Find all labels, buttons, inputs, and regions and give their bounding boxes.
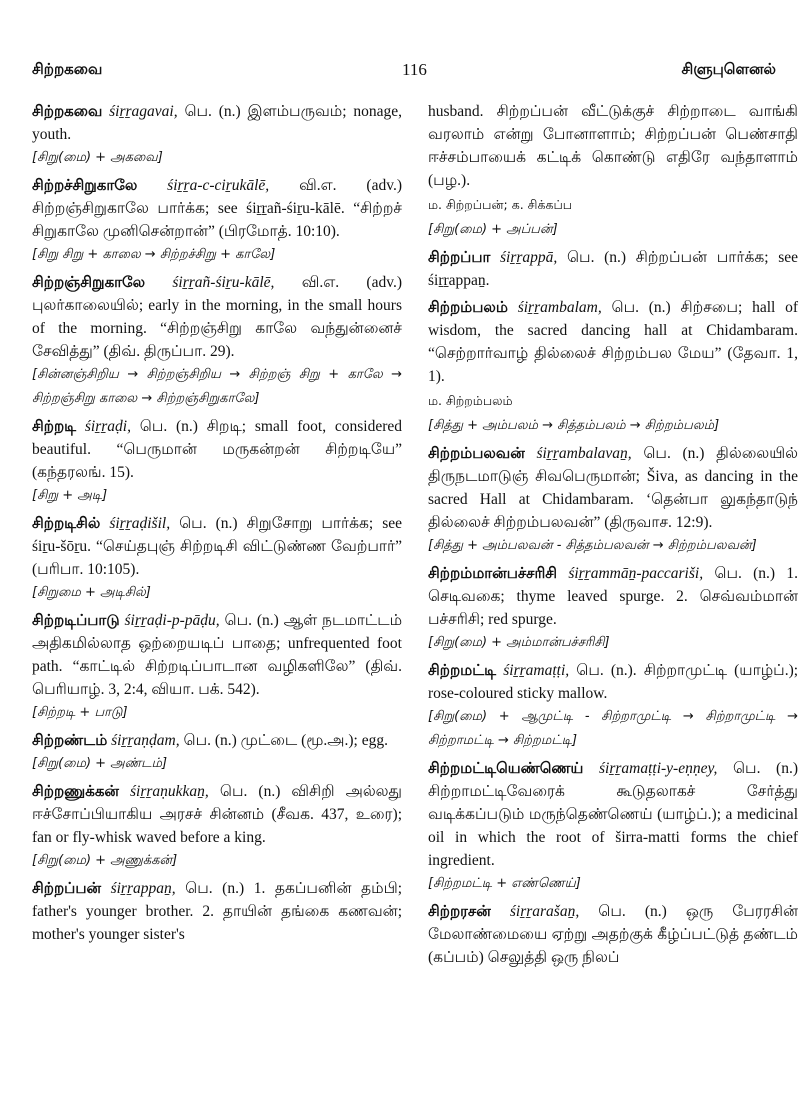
definition: தில்லையில் திருநடமாடுஞ் சிவபெருமான்; Šiva, as dancing in the sacred Hall at Chidambaram. ‘தென்பா லுகந்தாடுந் தில்லைச் சிற்றம்பலவன்” (திருவாச. 12:9). (428, 445, 799, 531)
definition: சிற்றஞ்சிறுகாலே பார்க்க; see śiṟṟañ-śiṟu-kālē. “சிற்றச் சிறுகாலே முனிசென்றான்” (பிரமோத். 10:10). (32, 200, 402, 240)
definition: husband. சிற்றப்பன் வீட்டுக்குச் சிற்றாடை வாங்கி வரலாம் என்று போனாளாம்; சிற்றப்பன் பெண்சாதி ஈச்சம்பாயைக் கட்டிக் கொண்டு எதிரே வந்தாளாம் (பழ.). (428, 103, 798, 189)
cognates: ம. சிற்றப்பன்; க. சிக்கப்ப (428, 197, 573, 212)
definition: சிற்றாமட்டிவேரைக் கூடுதலாகச் சேர்த்து வடிக்கப்படும் மருந்தெண்ணெய் (யாழ்ப்.); a medicinal oil in which the root of širra-matti forms the chief ingredient. (428, 783, 798, 869)
headword: சிற்றச்சிறுகாலே (32, 176, 138, 194)
headword: சிற்றண்டம் (32, 731, 108, 749)
headword: சிற்றரசன் (428, 902, 491, 920)
etymology: [சித்து + அம்பலவன் - சித்தம்பலவன் → சிற்றம்பலவன்] (428, 538, 757, 553)
headword: சிற்றம்மான்பச்சரிசி (428, 564, 558, 582)
transliteration: śiṟṟarašaṉ, (509, 903, 580, 920)
headword: சிற்றம்பலவன் (428, 444, 525, 462)
headword: சிற்றடிசில் (32, 514, 101, 532)
transliteration: śiṟṟappaṉ, (110, 880, 176, 897)
etymology: [சிறு(மை) + ஆமுட்டி - சிற்றாமுட்டி → சிற்றாமுட்டி → சிற்றாமட்டி → சிற்றமட்டி] (428, 709, 798, 748)
headword: சிற்றஞ்சிறுகாலே (32, 273, 146, 291)
etymology: [சிறு(மை) + அம்மான்பச்சரிசி] (428, 635, 610, 650)
definition: சிறடி; small foot, considered beautiful. “பெருமான் மருகன்றன் சிற்றடியே” (கந்தரலங். 15). (32, 418, 402, 481)
headword: சிற்றப்பன் (32, 879, 102, 897)
headword: சிற்றடி (32, 417, 77, 435)
dictionary-entry (32, 512, 402, 605)
etymology: [சிறு + அடி] (32, 488, 108, 503)
headword: சிற்றம்பலம் (428, 298, 508, 316)
dictionary-entry (428, 659, 798, 753)
etymology: [சிறு(மை) + அப்பன்] (428, 222, 558, 237)
transliteration: śiṟṟappā, (500, 249, 558, 266)
part-of-speech: பெ. (n.) (643, 445, 705, 462)
etymology: [சிறு(மை) + அணுக்கன்] (32, 853, 178, 868)
dictionary-entry (32, 100, 402, 170)
etymology: [சிற்றடி + பாடு] (32, 705, 128, 720)
headword: சிற்றகவை (32, 102, 103, 120)
definition: சிற்றப்பன் பார்க்க; see śiṟṟappaṉ. (428, 249, 799, 289)
dictionary-entry (428, 246, 798, 292)
definition: ஆள் நடமாட்டம் அதிகமில்லாத ஒற்றையடிப் பாதை; unfrequented foot path. “காட்டில் சிற்றடிப்பாடான வழிகளிலே” (திவ். பெரியாழ். 3, 2:4, வியா. பக். 542). (32, 612, 403, 698)
part-of-speech: வி.எ. (adv.) (299, 177, 402, 194)
dictionary-entry (428, 757, 798, 896)
part-of-speech: பெ. (n.) (611, 299, 671, 316)
cognates: ம. சிற்றம்பலம் (428, 393, 513, 408)
dictionary-entry (32, 271, 402, 411)
header-last-word: சிளுபுளெனல் (681, 60, 776, 78)
part-of-speech: பெ. (n.) (714, 565, 776, 582)
definition: புலர்காலையில்; early in the morning, in the small hours of the morning. “சிற்றஞ்சிறு காலே வந்துன்னைச் சேவித்து” (திவ். திருப்பா. 29). (32, 297, 402, 360)
dictionary-entry (32, 609, 402, 725)
dictionary-entry (32, 174, 402, 267)
dictionary-entry (428, 562, 798, 655)
page-number: 116 (402, 60, 427, 79)
dictionary-entry (32, 415, 402, 508)
definition: சிறுசோறு பார்க்க; see śiṟu-šōṟu. “செய்தபுஞ் சிற்றடிசி விட்டுண்ண வேற்பார்” (பரிபா. 10:105). (32, 515, 403, 578)
definition: முட்டை (மூ.அ.); egg. (240, 732, 388, 749)
part-of-speech: பெ. (n.) (566, 249, 627, 266)
etymology: [சிறுமை + அடிசில்] (32, 585, 151, 600)
headword: சிற்றடிப்பாடு (32, 611, 120, 629)
etymology: [சிறு(மை) + அகவை] (32, 150, 163, 165)
transliteration: śiṟṟambalam, (517, 299, 602, 316)
definition: சிற்சபை; hall of wisdom, the sacred dancing hall at Chidambaram. “செற்றார்வாழ் தில்லைச் சிற்றம்பல மேய” (தேவா. 1, 1). (428, 299, 799, 385)
headword: சிற்றமட்டியெண்ணெய் (428, 759, 584, 777)
transliteration: śiṟṟagavai, (109, 103, 178, 120)
running-header (32, 60, 776, 84)
etymology: [சிறு சிறு + காலை → சிற்றச்சிறு + காலே] (32, 247, 276, 262)
definition: விசிறி அல்லது ஈச்சோப்பியாகிய அரசச் சின்னம் (சீவக. 437, உரை); fan or fly-whisk waved before a king. (32, 783, 402, 846)
transliteration: śiṟṟaṇukkaṉ, (130, 783, 209, 800)
right-column (428, 100, 798, 973)
transliteration: śiṟṟambalavaṉ, (536, 445, 632, 462)
definition: 1. செடிவகை; thyme leaved spurge. 2. செவ்வம்மான் பச்சரிசி; red spurge. (428, 565, 799, 628)
part-of-speech: பெ. (n.) (185, 880, 245, 897)
part-of-speech: பெ. (n.) (219, 783, 281, 800)
dictionary-entry (428, 296, 798, 438)
headword: சிற்றமட்டி (428, 661, 497, 679)
definition: இளம்பருவம்; nonage, youth. (32, 103, 403, 143)
dictionary-entry (32, 780, 402, 873)
transliteration: śiṟṟammāṉ-paccariši, (568, 565, 704, 582)
definition: ஒரு பேரரசின் மேலாண்மையை ஏற்று அதற்குக் கீழ்ப்பட்டுத் தண்டம் (கப்பம்) செலுத்தி ஒரு நிலப் (428, 903, 799, 966)
part-of-speech: பெ. (n.) (184, 103, 241, 120)
transliteration: śiṟṟa-c-ciṟukālē, (167, 177, 270, 194)
definition: 1. தகப்பனின் தம்பி; father's younger brother. 2. தாயின் தங்கை கணவன்; mother's younger sister's (32, 880, 403, 943)
transliteration: śiṟṟamaṭṭi-y-eṇṇey, (598, 760, 718, 777)
transliteration: śiṟṟaḍi-p-pāḍu, (124, 612, 220, 629)
dictionary-entry (428, 442, 798, 558)
transliteration: śiṟṟañ-śiṟu-kālē, (172, 274, 275, 291)
left-column (32, 100, 402, 950)
part-of-speech: பெ. (n.) (598, 903, 667, 920)
headword: சிற்றணுக்கன் (32, 782, 119, 800)
transliteration: śiṟṟaḍi, (84, 418, 131, 435)
part-of-speech: பெ. (n.) (179, 515, 238, 532)
part-of-speech: பெ. (n.) (224, 612, 279, 629)
etymology: [சிறு(மை) + அண்டம்] (32, 756, 168, 771)
part-of-speech: பெ. (n.). (576, 662, 637, 679)
entry-continuation (428, 100, 798, 242)
header-first-word: சிற்றகவை (32, 60, 103, 78)
part-of-speech: வி.எ. (adv.) (301, 274, 402, 291)
transliteration: śiṟṟaṇḍam, (111, 732, 180, 749)
dictionary-entry (428, 900, 798, 969)
transliteration: śiṟṟaḍišil, (109, 515, 171, 532)
part-of-speech: பெ. (n.) (139, 418, 198, 435)
two-column-body (32, 100, 799, 1090)
headword: சிற்றப்பா (428, 248, 491, 266)
etymology: [சிற்றமட்டி + எண்ணெய்] (428, 876, 581, 891)
transliteration: śiṟṟamaṭṭi, (503, 662, 570, 679)
etymology: [சின்னஞ்சிறிய → சிற்றஞ்சிறிய → சிற்றஞ் சிறு + காலே → சிற்றஞ்சிறு காலை → சிற்றஞ்சிறுகாலே] (32, 367, 402, 406)
dictionary-entry (32, 877, 402, 946)
part-of-speech: பெ. (n.) (183, 732, 237, 749)
definition: சிற்றாமுட்டி (யாழ்ப்.); rose-coloured sticky mallow. (428, 662, 799, 702)
etymology: [சித்து + அம்பலம் → சித்தம்பலம் → சிற்றம்பலம்] (428, 418, 720, 433)
part-of-speech: பெ. (n.) (732, 760, 799, 777)
dictionary-entry (32, 729, 402, 776)
